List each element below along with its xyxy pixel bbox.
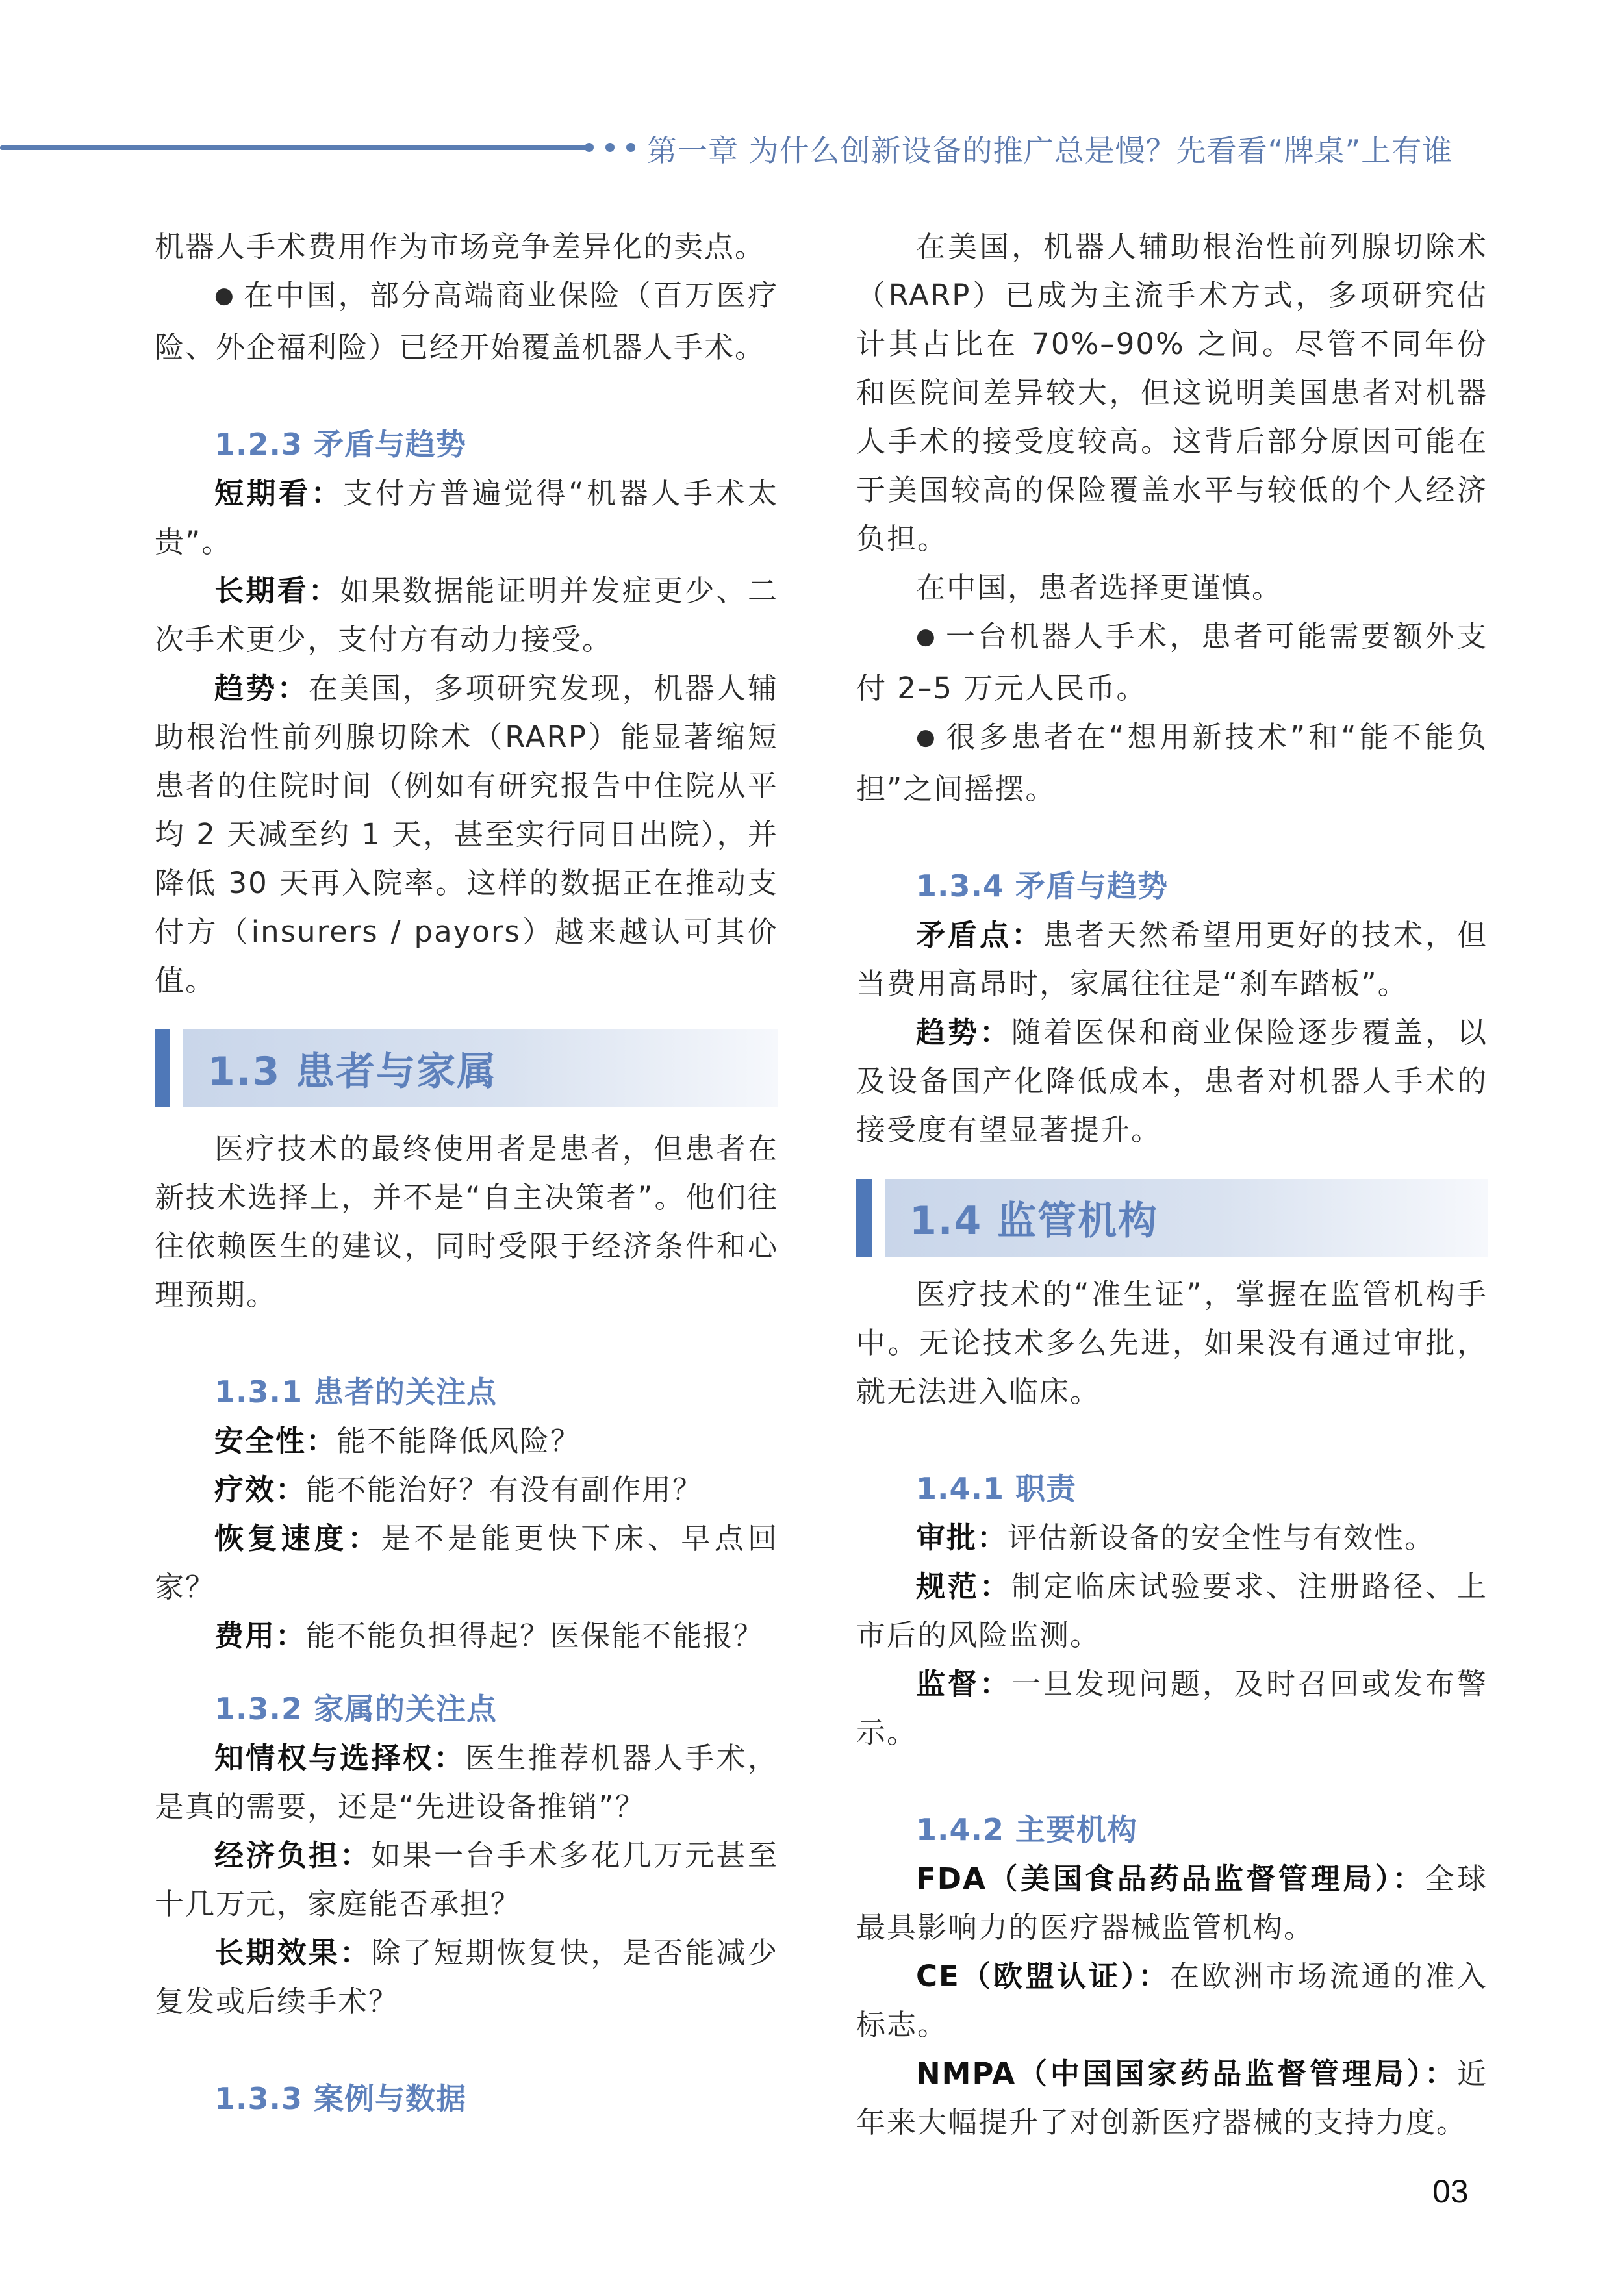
section-title: 1.4 监管机构 bbox=[909, 1198, 1159, 1244]
item-ce bbox=[856, 1952, 1488, 2049]
item-label: 知情权与选择权： bbox=[214, 1741, 466, 1775]
item-efficacy bbox=[155, 1465, 778, 1514]
subsection-heading-1-2-3: 1.2.3 矛盾与趋势 bbox=[214, 427, 466, 462]
item-text: 近年来大幅提升了对创新医疗器械的支持力度。 bbox=[856, 2056, 1488, 2139]
paragraph: 在美国，机器人辅助根治性前列腺切除术（RARP）已成为主流手术方式，多项研究估计其占比在 70%–90% 之间。尽管不同年份和医院间差异较大，但这说明美国患者对机器人手术的接受度较高。这背后部分原因可能在于美国较高的保险覆盖水平与较低的个人经济负担。 bbox=[856, 229, 1488, 556]
subsection-heading-1-3-3: 1.3.3 案例与数据 bbox=[214, 2081, 466, 2116]
left-column bbox=[155, 222, 778, 2123]
item-informed-choice bbox=[155, 1734, 778, 1831]
section-accent-bar bbox=[856, 1179, 872, 1257]
subsection-heading-1-3-1: 1.3.1 患者的关注点 bbox=[214, 1374, 497, 1409]
item-conflict bbox=[856, 911, 1488, 1008]
subsection-heading-1-4-2: 1.4.2 主要机构 bbox=[916, 1812, 1137, 1847]
item-text: 医生推荐机器人手术，是真的需要，还是“先进设备推销”？ bbox=[155, 1741, 778, 1824]
item-recovery bbox=[155, 1514, 778, 1611]
item-text: 在美国，多项研究发现，机器人辅助根治性前列腺切除术（RARP）能显著缩短患者的住院时间（例如有研究报告中住院从平均 2 天减至约 1 天，甚至实行同日出院），并降低 30 天再入院率。这样的数据正在推动支付方（insurers / payors）越来越认可其价值。 bbox=[155, 671, 778, 998]
paragraph: 在中国，患者选择更谨慎。 bbox=[916, 570, 1283, 605]
section-title: 1.3 患者与家属 bbox=[208, 1049, 498, 1094]
item-label: 规范： bbox=[916, 1569, 1011, 1604]
item-text: 能不能降低风险？ bbox=[336, 1424, 581, 1458]
item-label: 趋势： bbox=[916, 1015, 1011, 1050]
item-label: 费用： bbox=[214, 1619, 307, 1653]
item-text: 是不是能更快下床、早点回家？ bbox=[155, 1521, 778, 1604]
item-text: 制定临床试验要求、注册路径、上市后的风险监测。 bbox=[856, 1569, 1488, 1652]
item-label: 短期看： bbox=[214, 476, 344, 511]
item-text: 患者天然希望用更好的技术，但当费用高昂时，家属往往是“刹车踏板”。 bbox=[856, 918, 1488, 1001]
bullet-item: ● 在中国，部分高端商业保险（百万医疗险、外企福利险）已经开始覆盖机器人手术。 bbox=[155, 271, 778, 372]
chapter-title: 第一章 为什么创新设备的推广总是慢？先看看“牌桌”上有谁 bbox=[647, 133, 1453, 168]
item-label: 监督： bbox=[916, 1667, 1011, 1701]
item-label: 长期效果： bbox=[214, 1936, 372, 1970]
item-text: 如果数据能证明并发症更少、二次手术更少，支付方有动力接受。 bbox=[155, 574, 778, 657]
header-rule bbox=[0, 145, 588, 150]
item-long-term-effect bbox=[155, 1928, 778, 2026]
item-cost bbox=[155, 1611, 778, 1660]
item-label: 经济负担： bbox=[214, 1838, 372, 1873]
paragraph: 医疗技术的“准生证”，掌握在监管机构手中。无论技术多么先进，如果没有通过审批，就无法进入临床。 bbox=[856, 1277, 1488, 1409]
paragraph: 医疗技术的最终使用者是患者，但患者在新技术选择上，并不是“自主决策者”。他们往往依赖医生的建议，同时受限于经济条件和心理预期。 bbox=[155, 1131, 778, 1312]
item-text: 能不能负担得起？医保能不能报？ bbox=[306, 1619, 765, 1653]
item-financial-burden bbox=[155, 1831, 778, 1928]
item-label: 矛盾点： bbox=[916, 918, 1043, 952]
item-label: FDA（美国食品药品监督管理局）： bbox=[916, 1861, 1425, 1896]
item-label: CE（欧盟认证）： bbox=[916, 1959, 1171, 1993]
item-regulation bbox=[856, 1562, 1488, 1659]
item-label: 趋势： bbox=[214, 671, 309, 705]
bullet-item: ● 一台机器人手术，患者可能需要额外支付 2–5 万元人民币。 bbox=[856, 612, 1488, 713]
item-label: NMPA（中国国家药品监督管理局）： bbox=[916, 2056, 1457, 2091]
item-trend bbox=[155, 664, 778, 1005]
subsection-heading-1-3-2: 1.3.2 家属的关注点 bbox=[214, 1691, 497, 1726]
paragraph: 机器人手术费用作为市场竞争差异化的卖点。 bbox=[155, 229, 766, 264]
item-label: 审批： bbox=[916, 1520, 1008, 1555]
item-text: 在欧洲市场流通的准入标志。 bbox=[856, 1959, 1488, 2042]
item-long-term bbox=[155, 566, 778, 664]
item-text: 支付方普遍觉得“机器人手术太贵”。 bbox=[155, 476, 778, 559]
section-heading-1-3 bbox=[155, 1029, 778, 1107]
item-trend bbox=[856, 1008, 1488, 1154]
subsection-heading-1-3-4: 1.3.4 矛盾与趋势 bbox=[916, 868, 1168, 903]
item-label: 安全性： bbox=[214, 1424, 337, 1458]
right-column bbox=[856, 222, 1488, 2147]
section-heading-1-4 bbox=[856, 1179, 1488, 1257]
subsection-heading-1-4-1: 1.4.1 职责 bbox=[916, 1471, 1076, 1506]
item-safety bbox=[155, 1417, 778, 1465]
bullet-item: ● 很多患者在“想用新技术”和“能不能负担”之间摇摆。 bbox=[856, 713, 1488, 813]
item-nmpa bbox=[856, 2049, 1488, 2147]
item-text: 能不能治好？有没有副作用？ bbox=[306, 1472, 704, 1507]
item-fda bbox=[856, 1854, 1488, 1952]
item-text: 全球最具影响力的医疗器械监管机构。 bbox=[856, 1861, 1488, 1945]
header-dots-icon bbox=[585, 142, 635, 153]
item-text: 一旦发现问题，及时召回或发布警示。 bbox=[856, 1667, 1488, 1750]
page-number: 03 bbox=[1432, 2173, 1469, 2210]
section-accent-bar bbox=[155, 1029, 170, 1107]
item-supervision bbox=[856, 1659, 1488, 1757]
item-label: 疗效： bbox=[214, 1472, 307, 1507]
item-text: 除了短期恢复快，是否能减少复发或后续手术？ bbox=[155, 1936, 778, 2019]
item-short-term bbox=[155, 469, 778, 566]
item-label: 恢复速度： bbox=[214, 1521, 381, 1556]
item-approval bbox=[856, 1513, 1488, 1562]
item-label: 长期看： bbox=[214, 574, 340, 608]
item-text: 如果一台手术多花几万元甚至十几万元，家庭能否承担？ bbox=[155, 1838, 778, 1921]
item-text: 评估新设备的安全性与有效性。 bbox=[1008, 1520, 1436, 1555]
item-text: 随着医保和商业保险逐步覆盖，以及设备国产化降低成本，患者对机器人手术的接受度有望显著提升。 bbox=[856, 1015, 1488, 1147]
